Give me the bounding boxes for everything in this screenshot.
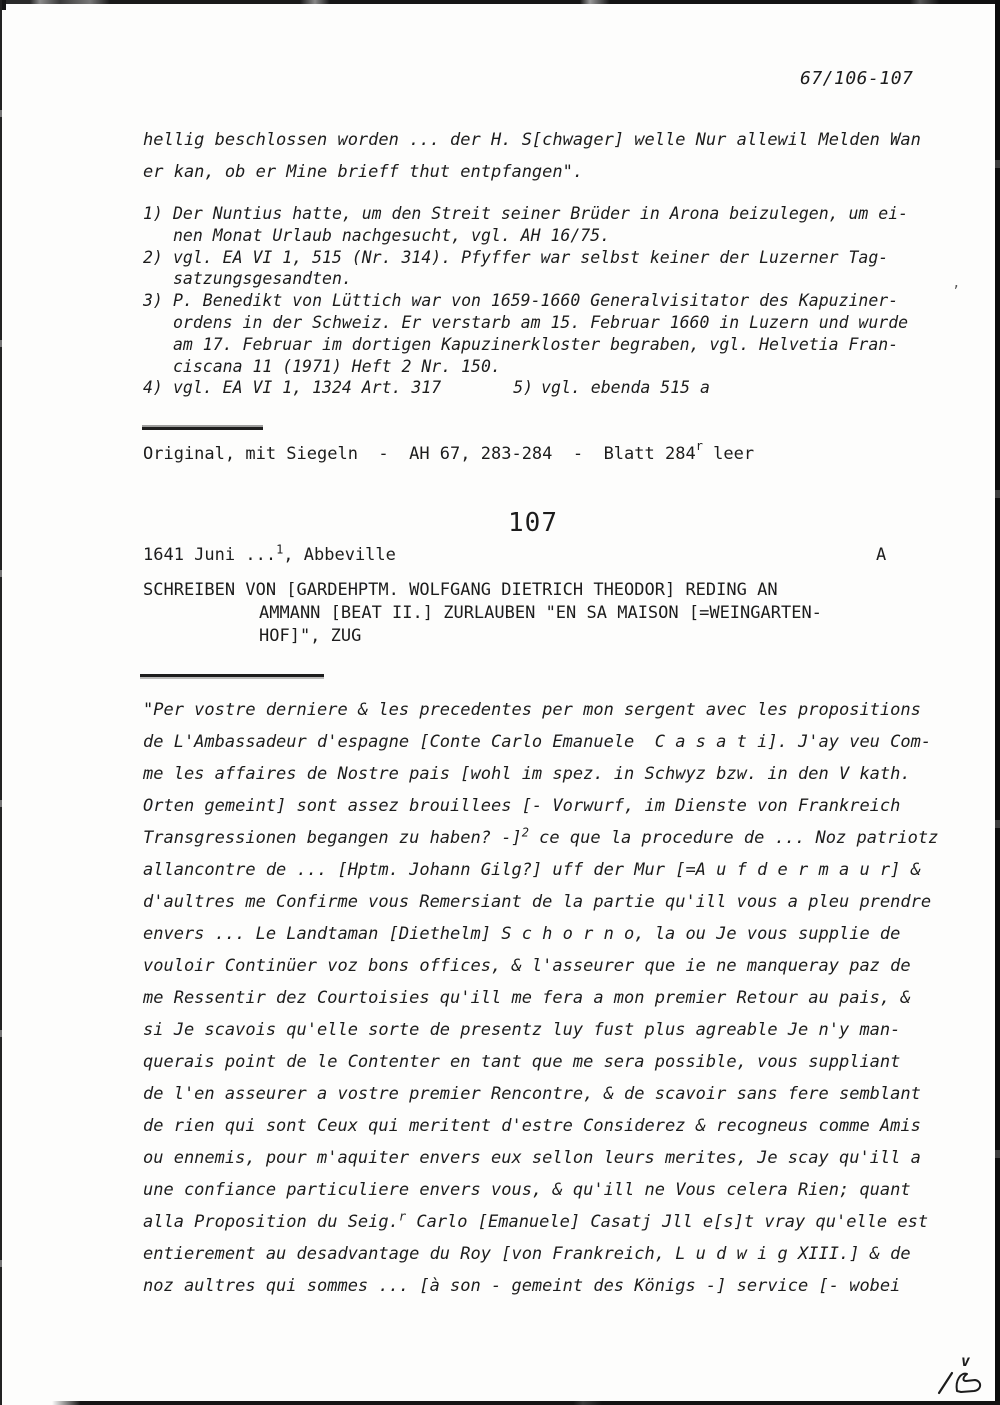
footnote-text: ordens in der Schweiz. Er verstarb am 15. Februar 1660 in Luzern und wurde [173, 312, 909, 332]
provenance-text: Original, mit Siegeln - AH 67, 283-284 - Blatt 284 [143, 444, 696, 464]
letter-quote-line: "Per vostre derniere & les precedentes per mon sergent avec les propositions [143, 700, 921, 720]
document-heading [143, 579, 822, 648]
letter-quote-line: d'aultres me Confirme vous Remersiant de la partie qu'ill vous a pleu prendre [143, 892, 932, 912]
letter-quote-line: de L'Ambassadeur d'espagne [Conte Carlo Emanuele C a s a t i]. J'ay veu Com- [143, 732, 932, 752]
footnote-number: 2) [143, 247, 163, 267]
letter-quote-line: querais point de le Contenter en tant que me sera possible, vous suppliant [143, 1052, 901, 1072]
scan-edge-top [0, 0, 1000, 4]
letter-quote-line: envers ... Le Landtaman [Diethelm] S c h o r n o, la ou Je vous supplie de [143, 924, 901, 944]
scan-edge-left [0, 0, 2, 1405]
footnote-number: 4) [143, 378, 163, 398]
quote-continuation-line: hellig beschlossen worden ... der H. S[chwager] welle Nur allewil Melden Wan [143, 130, 921, 150]
scan-edge-bottom [52, 1401, 1000, 1405]
provenance-superscript: r [695, 439, 703, 454]
footnote-text: P. Benedikt von Lüttich war von 1659-1660 Generalvisitator des Kapuziner- [173, 291, 899, 311]
provenance-suffix: leer [702, 444, 755, 464]
provenance-line [143, 439, 755, 464]
document-heading-line: HOF]", ZUG [259, 626, 362, 646]
dateline [143, 542, 396, 565]
handwritten-squiggle-icon [936, 1366, 988, 1400]
dateline-footnote-ref: 1 [276, 542, 284, 557]
footnote-text: vgl. ebenda 515 a [541, 378, 710, 398]
footnote-line [143, 268, 908, 290]
letter-quote-line: de rien qui sont Ceux qui meritent d'estre Considerez & recogneus comme Amis [143, 1116, 921, 1136]
document-number: 107 [508, 508, 558, 538]
letter-quote-line: noz aultres qui sommes ... [à son - gemeint des Königs -] service [- wobei [143, 1276, 901, 1296]
letter-quote-line: ou ennemis, pour m'aquiter envers eux sellon leurs merites, Je scay qu'ill a [143, 1148, 921, 1168]
letter-quote-line: Orten gemeint] sont assez brouillees [- Vorwurf, im Dienste von Frankreich [143, 796, 901, 816]
footnotes-block [143, 203, 908, 399]
quote-continuation [143, 124, 921, 188]
separator-rule-top [142, 427, 263, 430]
separator-rule-quote [140, 674, 324, 677]
footnote-text: ciscana 11 (1971) Heft 2 Nr. 150. [173, 356, 501, 376]
scan-edge-right [995, 0, 1000, 1405]
letter-quote-line: me Ressentir dez Courtoisies qu'ill me fera a mon premier Retour au pais, & [143, 988, 911, 1008]
footnote-number [143, 312, 173, 334]
footnote-number [143, 225, 173, 247]
footnote-line [143, 312, 908, 334]
footnote-line [143, 290, 908, 312]
footnote-number: 5) [513, 378, 534, 398]
letter-quote-line: Transgressionen begangen zu haben? -]$^2$ ce que la procedure de ... Noz patriotz [143, 825, 939, 848]
dateline-text: 1641 Juni ... [143, 545, 277, 565]
footnote-line [143, 377, 908, 399]
letter-quote-line: de l'en asseurer a vostre premier Rencontre, & de scavoir sans fere semblant [143, 1084, 921, 1104]
footnote-text: Der Nuntius hatte, um den Streit seiner Brüder in Arona beizulegen, um ei- [173, 204, 909, 223]
document-heading-line: SCHREIBEN VON [GARDEHPTM. WOLFGANG DIETRICH THEODOR] REDING AN [143, 580, 778, 600]
letter-quote-line: allancontre de ... [Hptm. Johann Gilg?] uff der Mur [=A u f d e r m a u r] & [143, 860, 921, 880]
letter-quote-line: une confiance particuliere envers vous, & qu'ill ne Vous celera Rien; quant [143, 1180, 911, 1200]
letter-quote-line: entierement au desadvantage du Roy [von Frankreich, L u d w i g XIII.] & de [143, 1244, 911, 1264]
footnote-line [143, 247, 908, 269]
document-heading-line: AMMANN [BEAT II.] ZURLAUBEN "EN SA MAISON [=WEINGARTEN- [259, 603, 822, 623]
footnote-number: 3) [143, 291, 163, 311]
letter-quote [143, 694, 938, 1302]
series-mark: A [876, 545, 887, 565]
stray-ink-mark: ’ [952, 284, 960, 299]
page-reference: 67/106-107 [800, 68, 914, 89]
footnote-text: am 17. Februar im dortigen Kapuzinerkloster begraben, vgl. Helvetia Fran- [173, 334, 899, 354]
letter-quote-line: me les affaires de Nostre pais [wohl im spez. in Schwyz bzw. in den V kath. [143, 764, 911, 784]
letter-quote-line: vouloir Continüer voz bons offices, & l'asseurer que ie ne manqueray paz de [143, 956, 911, 976]
footnote-number [143, 334, 173, 356]
footnote-number [143, 268, 173, 290]
quote-continuation-line: er kan, ob er Mine brieff thut entpfangen". [143, 162, 584, 182]
footnote-line [143, 203, 908, 225]
check-mark: v [961, 1352, 971, 1370]
footnote-text: satzungsgesandten. [173, 269, 352, 289]
footnote-line [143, 334, 908, 356]
letter-quote-line: alla Proposition du Seig.$^r$ Carlo [Emanuele] Casatj Jll e[s]t vray qu'elle est [143, 1209, 929, 1232]
footnote-text: nen Monat Urlaub nachgesucht, vgl. AH 16/75. [173, 225, 611, 245]
dateline-place: , Abbeville [283, 545, 396, 565]
footnote-line [143, 225, 908, 247]
letter-quote-line: si Je scavois qu'elle sorte de presentz luy fust plus agreable Je n'y man- [143, 1020, 901, 1040]
footnote-line [143, 356, 908, 378]
footnote-text: vgl. EA VI 1, 1324 Art. 317 [173, 378, 442, 398]
footnote-number [143, 356, 173, 378]
footnote-number: 1) [143, 204, 163, 223]
footnote-text: vgl. EA VI 1, 515 (Nr. 314). Pfyffer war selbst keiner der Luzerner Tag- [173, 247, 889, 267]
